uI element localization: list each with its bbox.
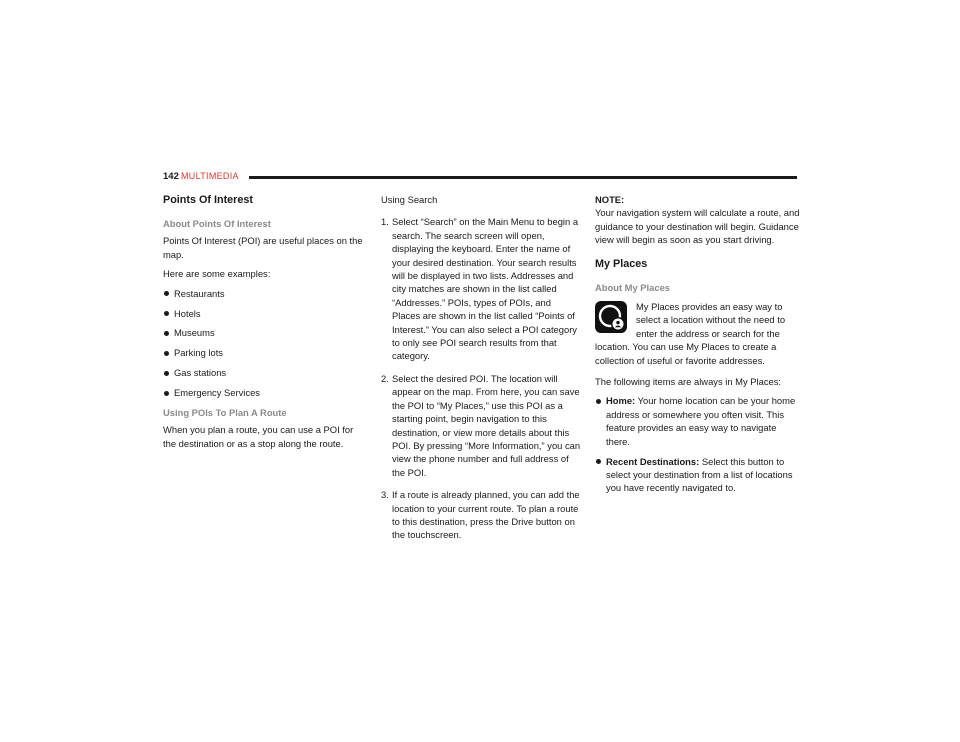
header-rule (249, 176, 797, 179)
step-number: 3. (381, 489, 389, 501)
about-my-places-text: My Places provides an easy way to select a location without the need to enter the address or search for the location. You can use My Places to create a collection of useful or favorite addresses. (595, 301, 786, 366)
list-item: Hotels (163, 307, 366, 320)
list-item: Museums (163, 326, 366, 339)
items-intro: The following items are always in My Places: (595, 376, 782, 388)
about-poi-text: Points Of Interest (POI) are useful places on the map. (163, 235, 363, 260)
list-item: Parking lots (163, 346, 366, 359)
list-item: Gas stations (163, 366, 366, 379)
note-text: Your navigation system will calculate a route, and guidance to your destination will begin. Guidance view will begin as soon as you start driving. (595, 207, 800, 246)
note-label: NOTE: (595, 194, 625, 205)
points-of-interest-title: Points Of Interest (163, 194, 253, 206)
step-text: Select “Search” on the Main Menu to begin a search. The search screen will open, displaying the keyboard. Enter the name of your desired destination. Your search results will be displayed in two lists. Addresses and city matches are shown in the list called “Addresses.” POIs, types of POIs, and Places are shown in the list called “Points of Interest.” You can also select a POI category to only see POI search results from that category. (392, 216, 579, 362)
using-pois-heading: Using POIs To Plan A Route (163, 407, 287, 419)
page-number: 142 (163, 171, 179, 182)
about-my-places-heading: About My Places (595, 281, 671, 293)
my-places-title: My Places (595, 257, 648, 270)
search-steps (381, 215, 581, 541)
about-my-places-block (595, 300, 800, 373)
about-poi-heading: About Points Of Interest (163, 218, 271, 229)
step-number: 2. (381, 372, 389, 384)
item-label: Home: (606, 395, 636, 407)
list-item (381, 372, 581, 479)
step-text: Select the desired POI. The location will appear on the map. From here, you can save the POI to “My Places,” use this POI as a starting point, begin navigation to this destination, or view more details about this POI. By pressing “More Information,” you can view the phone number and full address of the POI. (392, 372, 581, 478)
list-item (595, 455, 800, 495)
examples-list (163, 287, 366, 400)
item-text: Your home location can be your home address or somewhere you often visit. This feature provides an easy way to navigate there. (606, 395, 796, 447)
list-item: Emergency Services (163, 386, 366, 399)
column-right (595, 193, 800, 501)
column-middle (381, 193, 581, 551)
list-item (381, 488, 581, 542)
using-pois-text: When you plan a route, you can use a POI for the destination or as a stop along the route. (163, 424, 354, 449)
step-text: If a route is already planned, you can add the location to your current route. To plan a route to this destination, press the Drive button on the touchscreen. (392, 489, 580, 541)
list-item (381, 215, 581, 362)
step-number: 1. (381, 216, 389, 228)
section-name: MULTIMEDIA (181, 171, 239, 181)
column-left (163, 193, 366, 456)
item-label: Recent Destinations: (606, 455, 700, 467)
list-item: Restaurants (163, 287, 366, 300)
using-search-heading: Using Search (381, 194, 438, 205)
examples-intro: Here are some examples: (163, 268, 271, 280)
page-header (163, 171, 797, 185)
item-text: Select this button to select your destination from a list of locations you have recently navigated to. (606, 455, 793, 494)
my-places-icon (595, 301, 627, 333)
my-places-items (595, 394, 800, 494)
list-item (595, 394, 800, 448)
